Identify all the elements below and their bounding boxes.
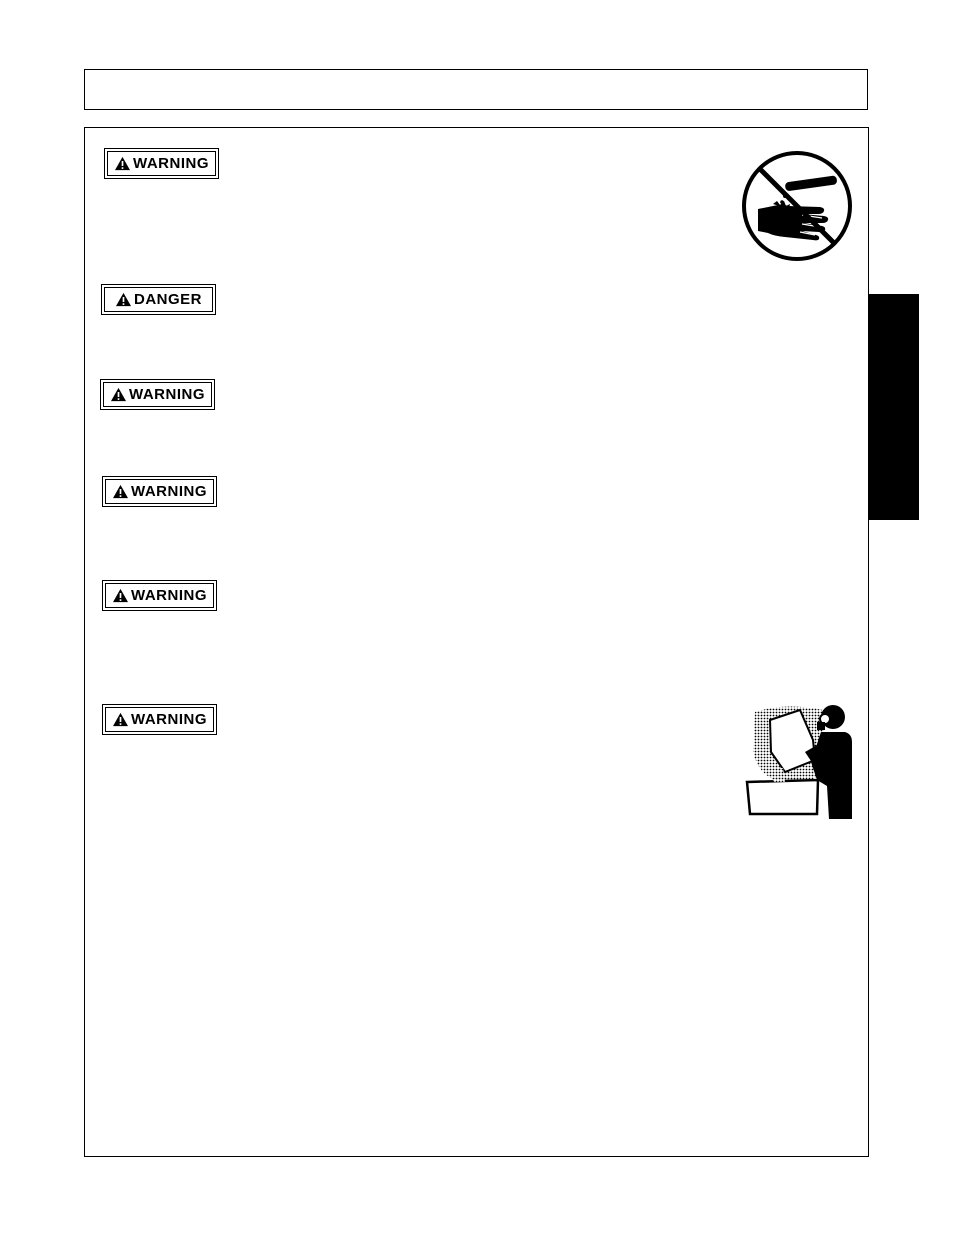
section-tab bbox=[869, 294, 919, 520]
page-header-box bbox=[84, 69, 868, 110]
alert-triangle-icon bbox=[112, 588, 129, 603]
alert-triangle-icon bbox=[114, 156, 131, 171]
signal-word: WARNING bbox=[129, 386, 205, 403]
signal-word: DANGER bbox=[133, 291, 202, 308]
warning-sign-4 bbox=[102, 580, 217, 611]
no-chemical-contact-icon bbox=[740, 149, 854, 263]
warning-sign-2 bbox=[100, 379, 215, 410]
respirator-worker-icon bbox=[745, 702, 853, 819]
warning-sign-1 bbox=[104, 148, 219, 179]
alert-triangle-icon bbox=[112, 484, 129, 499]
danger-sign bbox=[101, 284, 216, 315]
alert-triangle-icon bbox=[112, 712, 129, 727]
signal-word: WARNING bbox=[131, 587, 207, 604]
signal-word: WARNING bbox=[131, 483, 207, 500]
alert-triangle-icon bbox=[110, 387, 127, 402]
alert-triangle-icon bbox=[115, 292, 132, 307]
signal-word: WARNING bbox=[131, 711, 207, 728]
warning-sign-5 bbox=[102, 704, 217, 735]
content-frame bbox=[84, 127, 869, 1157]
warning-sign-3 bbox=[102, 476, 217, 507]
signal-word: WARNING bbox=[133, 155, 209, 172]
